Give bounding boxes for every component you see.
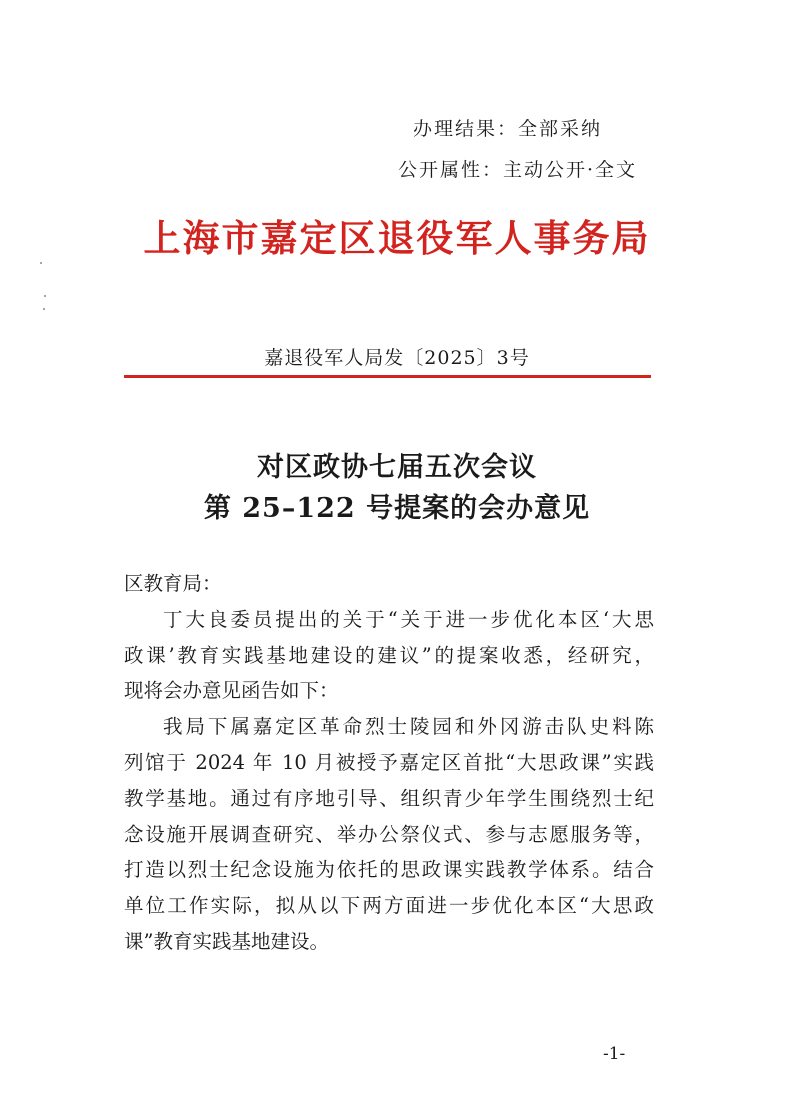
- issuing-authority-title: 上海市嘉定区退役军人事务局: [143, 216, 651, 260]
- document-number: 嘉退役军人局发〔2025〕3号: [264, 347, 530, 369]
- document-heading-line-1: 对区政协七届五次会议: [257, 452, 537, 483]
- addressee: 区教育局：: [124, 572, 222, 595]
- red-divider-line: [124, 375, 651, 378]
- disclosure-attribute: 公开属性：主动公开·全文: [398, 159, 638, 181]
- handling-result: 办理结果：全部采纳: [413, 118, 603, 140]
- paragraph-line: 我局下属嘉定区革命烈士陵园和外冈游击队史料陈: [163, 715, 654, 739]
- scan-speck: [40, 262, 42, 264]
- paragraph-line: 单位工作实际，拟从以下两方面进一步优化本区“大思政: [124, 894, 654, 918]
- document-heading-line-2: 第 25–122 号提案的会办意见: [203, 493, 591, 524]
- paragraph-2: [124, 709, 654, 960]
- paragraph-line: 列馆于 2024 年 10 月被授予嘉定区首批“大思政课”实践: [124, 750, 654, 774]
- paragraph-line: 现将会办意见函告如下：: [124, 679, 339, 703]
- paragraph-line: 政课’教育实践基地建设的建议”的提案收悉，经研究，: [124, 643, 654, 667]
- paragraph-line: 念设施开展调查研究、举办公祭仪式、参与志愿服务等，: [124, 822, 654, 846]
- scan-speck: [44, 295, 46, 297]
- scan-speck: [43, 308, 45, 310]
- paragraph-line: 丁大良委员提出的关于“关于进一步优化本区‘大思: [163, 607, 654, 631]
- paragraph-line: 教学基地。通过有序地引导、组织青少年学生围绕烈士纪: [124, 786, 654, 810]
- paragraph-line: 课”教育实践基地建设。: [124, 929, 329, 953]
- paragraph-1: [124, 602, 654, 709]
- paragraph-line: 打造以烈士纪念设施为依托的思政课实践教学体系。结合: [124, 858, 654, 882]
- document-body: [124, 566, 654, 960]
- page-number: -1-: [603, 1044, 626, 1064]
